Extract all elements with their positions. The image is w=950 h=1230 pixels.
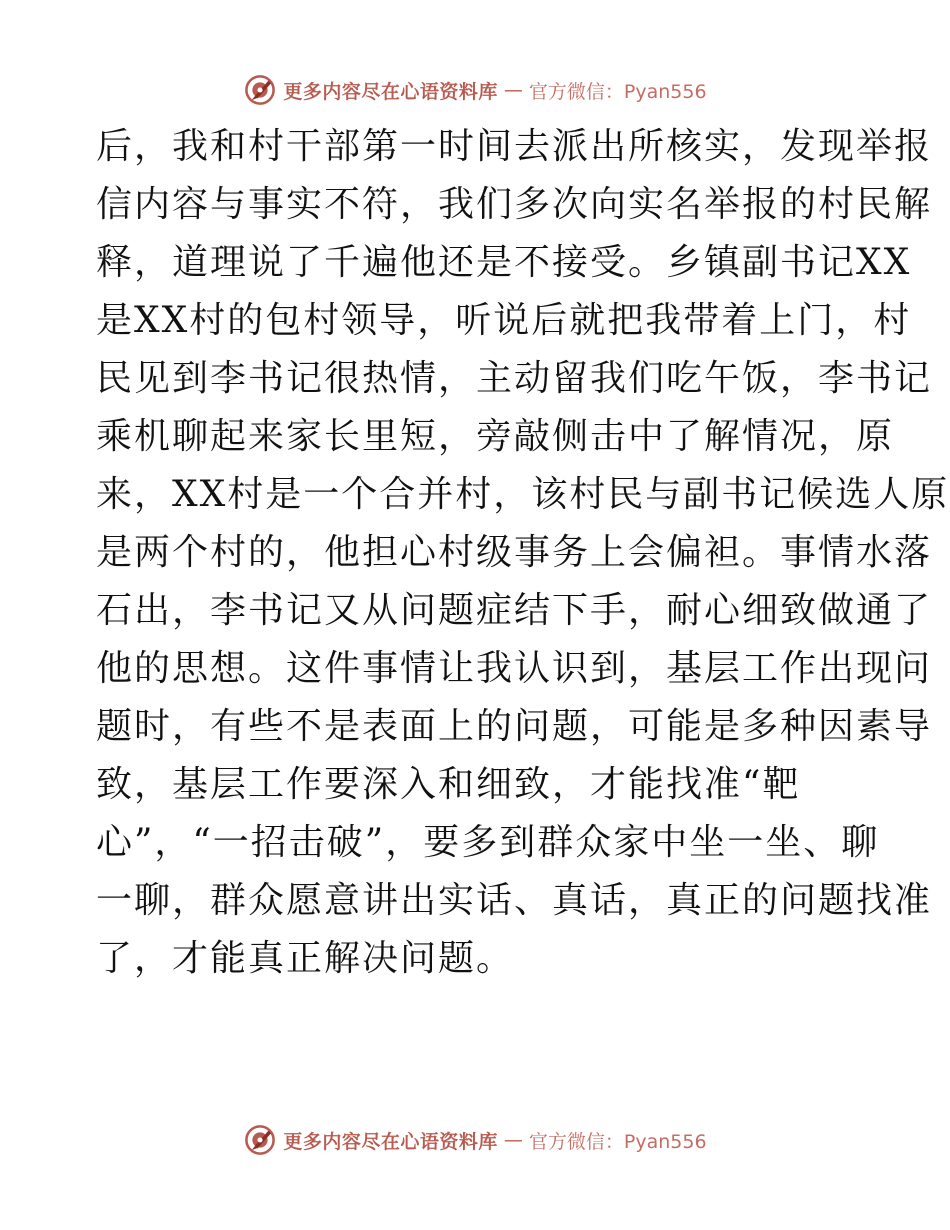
body-line: 民见到李书记很热情，主动留我们吃午饭，李书记 [96,358,933,399]
footer-wechat-text: 官方微信：Pyan556 [528,1130,707,1153]
body-line: 了，才能真正解决问题。 [96,938,515,979]
body-text [96,118,950,988]
footer-banner-content [243,1123,706,1157]
footer-banner [0,1120,950,1160]
body-line: 是XX村的包村领导，听说后就把我带着上门，村 [96,300,912,341]
footer-brand-text: 更多内容尽在心语资料库 [283,1130,498,1153]
body-line: 释，道理说了千遍他还是不接受。乡镇副书记XX [96,242,912,283]
header-separator: — [503,79,523,101]
header-banner-content [243,73,706,107]
body-line: 信内容与事实不符，我们多次向实名举报的村民解 [96,184,933,225]
body-line: 后，我和村干部第一时间去派出所核实，发现举报 [96,126,933,167]
body-line: 乘机聊起来家长里短，旁敲侧击中了解情况，原 [96,416,895,457]
body-line: 是两个村的，他担心村级事务上会偏袒。事情水落 [96,532,933,573]
header-brand-text: 更多内容尽在心语资料库 [283,80,498,103]
footer-separator: — [503,1129,523,1151]
pen-nib-circle-logo-icon [243,1123,277,1157]
body-line: 致，基层工作要深入和细致，才能找准“靶 [96,764,801,805]
pen-nib-circle-logo-icon [243,73,277,107]
body-line: 来，XX村是一个合并村，该村民与副书记候选人原 [96,474,950,515]
body-line: 一聊，群众愿意讲出实话、真话，真正的问题找准 [96,880,933,921]
header-banner [0,70,950,110]
body-line: 题时，有些不是表面上的问题，可能是多种因素导 [96,706,933,747]
body-line: 他的思想。这件事情让我认识到，基层工作出现问 [96,648,933,689]
header-wechat-text: 官方微信：Pyan556 [528,80,707,103]
body-line: 石出，李书记又从问题症结下手，耐心细致做通了 [96,590,933,631]
body-line: 心”，“一招击破”，要多到群众家中坐一坐、聊 [96,822,880,863]
